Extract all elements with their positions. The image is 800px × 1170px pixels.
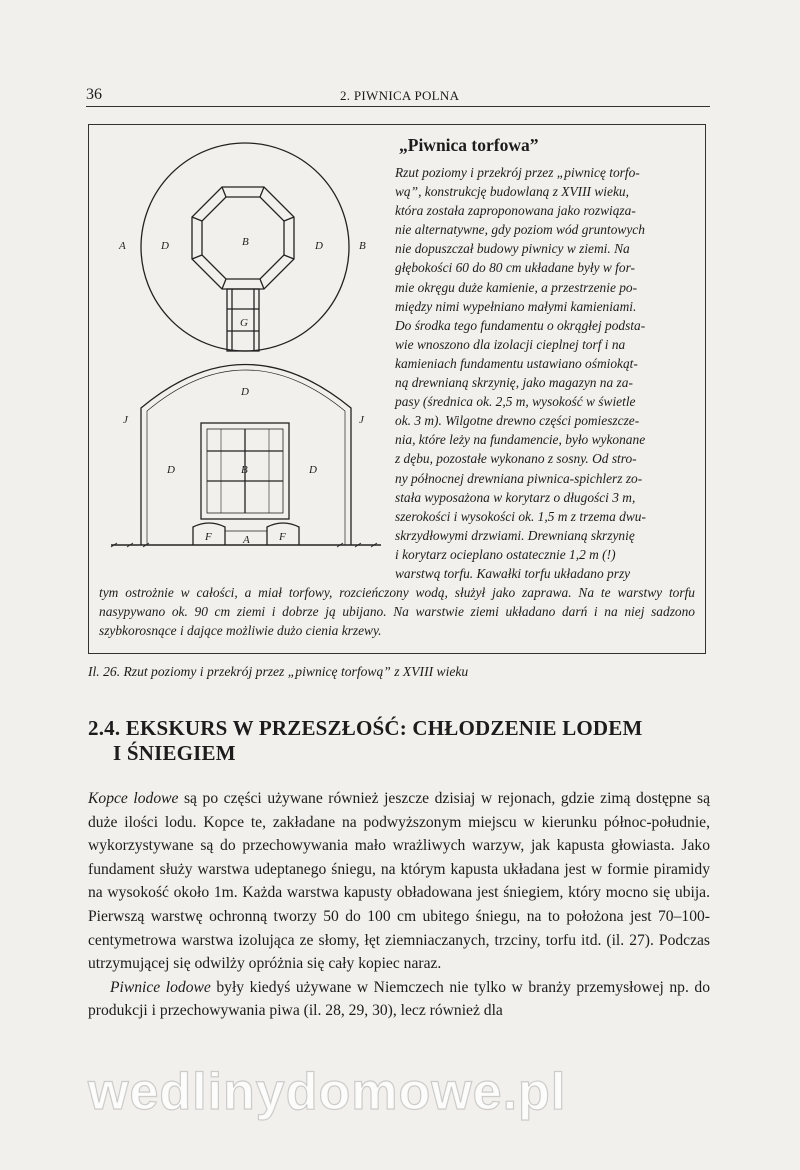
figure-text-line: szerokości i wysokości ok. 1,5 m z trzema dwu- [395,508,646,524]
watermark: wedlinydomowe.pl [88,1063,567,1121]
figure-text-line: wie wnoszono dla izolacji cieplnej torf i na [395,336,626,352]
figure-text-line: nia, które leży na fundamencie, było wykonane [395,432,646,448]
figure-text-line: kamieniach fundamentu ustawiano ośmiokąt- [395,355,638,371]
figure-box [88,124,706,654]
figure-text-line: Do środka tego fundamentu o okrągłej podsta- [395,317,646,333]
plan-label-b: B [242,236,249,248]
section-label-f-left: F [205,531,212,543]
running-header [86,84,710,107]
section-label-d-top: D [241,386,249,398]
figure-text-line: głębokości 60 do 80 cm układane były w for- [395,260,635,276]
figure-text-line: pasy (średnica ok. 2,5 m, wysokość w świetle [395,394,636,410]
paragraph [88,976,710,1023]
figure-text-line: ny północnej drewniana piwnica-spichlerz zo- [395,470,643,486]
section-label-j-left: J [123,414,128,426]
section-label-d-right: D [309,464,317,476]
plan-label-a: A [119,240,126,252]
paragraph-text: są po części używane również jeszcze dzisiaj w rejonach, gdzie zimą dostępne są duże ilości lodu. Kopce te, zakładane na podwyższonym miejscu w kierunku północ-południe, wykorzystywane są do przechowywania mało wrażliwych warzyw, jak kapusta głowiasta. Jako fundament służy warstwa udeptanego śniegu, na którym kapusta układana jest w formie piramidy na wysokość około 1m. Każda warstwa kapusty obładowana jest śniegiem, który mocno się ubija. Pierwszą warstwę ochronną tworzy 50 do 100 cm ubitego śniegu, na to położona jest 70–100-centymetrowa warstwa izolująca ze słomy, łęt ziemniaczanych, trzciny, torfu itd. (il. 27). Podczas utrzymującej się odwilży opróżnia się cały kopiec naraz. [88,790,710,973]
figure-text-line: stała wyposażona w korytarz o długości 3 m, [395,489,636,505]
paragraph-term: Kopce lodowe [88,790,179,807]
plan-label-b-right: B [359,240,366,252]
section-heading-line: I ŚNIEGIEM [113,741,236,765]
figure-text-line: wą”, konstrukcję budowlaną z XVIII wieku, [395,184,629,200]
section-heading-line: 2.4. EKSKURS W PRZESZŁOŚĆ: CHŁODZENIE LODEM [88,716,643,740]
section-label-d-left: D [167,464,175,476]
plan-label-g: G [240,317,248,329]
figure-text-line: nie dopuszczał budowy piwnicy w ziemi. Na [395,241,630,257]
paragraph-text: były kiedyś używane w Niemczech nie tylko w branży przemysłowej np. do produkcji i przechowywania piwa (il. 28, 29, 30), lecz również dla [88,978,710,1020]
page-number: 36 [86,86,102,103]
paragraph-term: Piwnice lodowe [110,978,211,996]
figure-text-line: skrzydłowymi drzwiami. Drewnianą skrzynię [395,527,635,543]
body-text [88,787,710,1023]
figure-text-line: mie okręgu duże kamienie, a przestrzenie po- [395,279,638,295]
figure-text-tail: tym ostrożnie w całości, a miał torfowy, rozcieńczony wodą, służył jako zaprawa. Na te warstwy torfu nasypywano ok. 90 cm ziemi i dobrze ją ubijano. Na warstwie ziemi układano darń i na niej sadzono szybkorosnące i dające możliwie dużo cienia krzewy. [99,585,695,639]
section-label-a: A [243,534,250,546]
figure-text [395,163,695,583]
plan-label-d-right: D [315,240,323,252]
figure-text-line: warstwą torfu. Kawałki torfu układano przy [395,565,631,581]
figure-text-line: ok. 3 m). Wilgotne drewno części pomieszcze- [395,413,640,429]
figure-text-line: między nimi wypełniano małymi kamieniami. [395,298,637,314]
figure-text-line: Rzut poziomy i przekrój przez „piwnicę torfo- [395,165,640,180]
figure-title: „Piwnica torfowa” [399,135,539,155]
plan-label-d-left: D [161,240,169,252]
chapter-title: 2. PIWNICA POLNA [340,88,460,103]
section-heading [88,716,708,766]
figure-text-line: ną drewnianą skrzynię, jako magazyn na za- [395,375,633,391]
cellar-drawing [97,133,395,573]
figure-text-line: nie alternatywne, gdy poziom wód gruntowych [395,222,645,238]
section-label-b: B [241,464,248,476]
section-label-f-right: F [279,531,286,543]
paragraph [88,787,710,976]
figure-text-line: z dębu, pozostałe wykonano z sosny. Od stro- [395,451,637,467]
figure-text-line: i korytarz ocieplano ostatecznie 1,2 m (!) [395,546,616,562]
figure-caption: Il. 26. Rzut poziomy i przekrój przez „piwnicę torfową” z XVIII wieku [88,664,469,679]
section-label-j-right: J [359,414,364,426]
figure-text-line: która została zaproponowana jako rozwiąza- [395,203,636,219]
